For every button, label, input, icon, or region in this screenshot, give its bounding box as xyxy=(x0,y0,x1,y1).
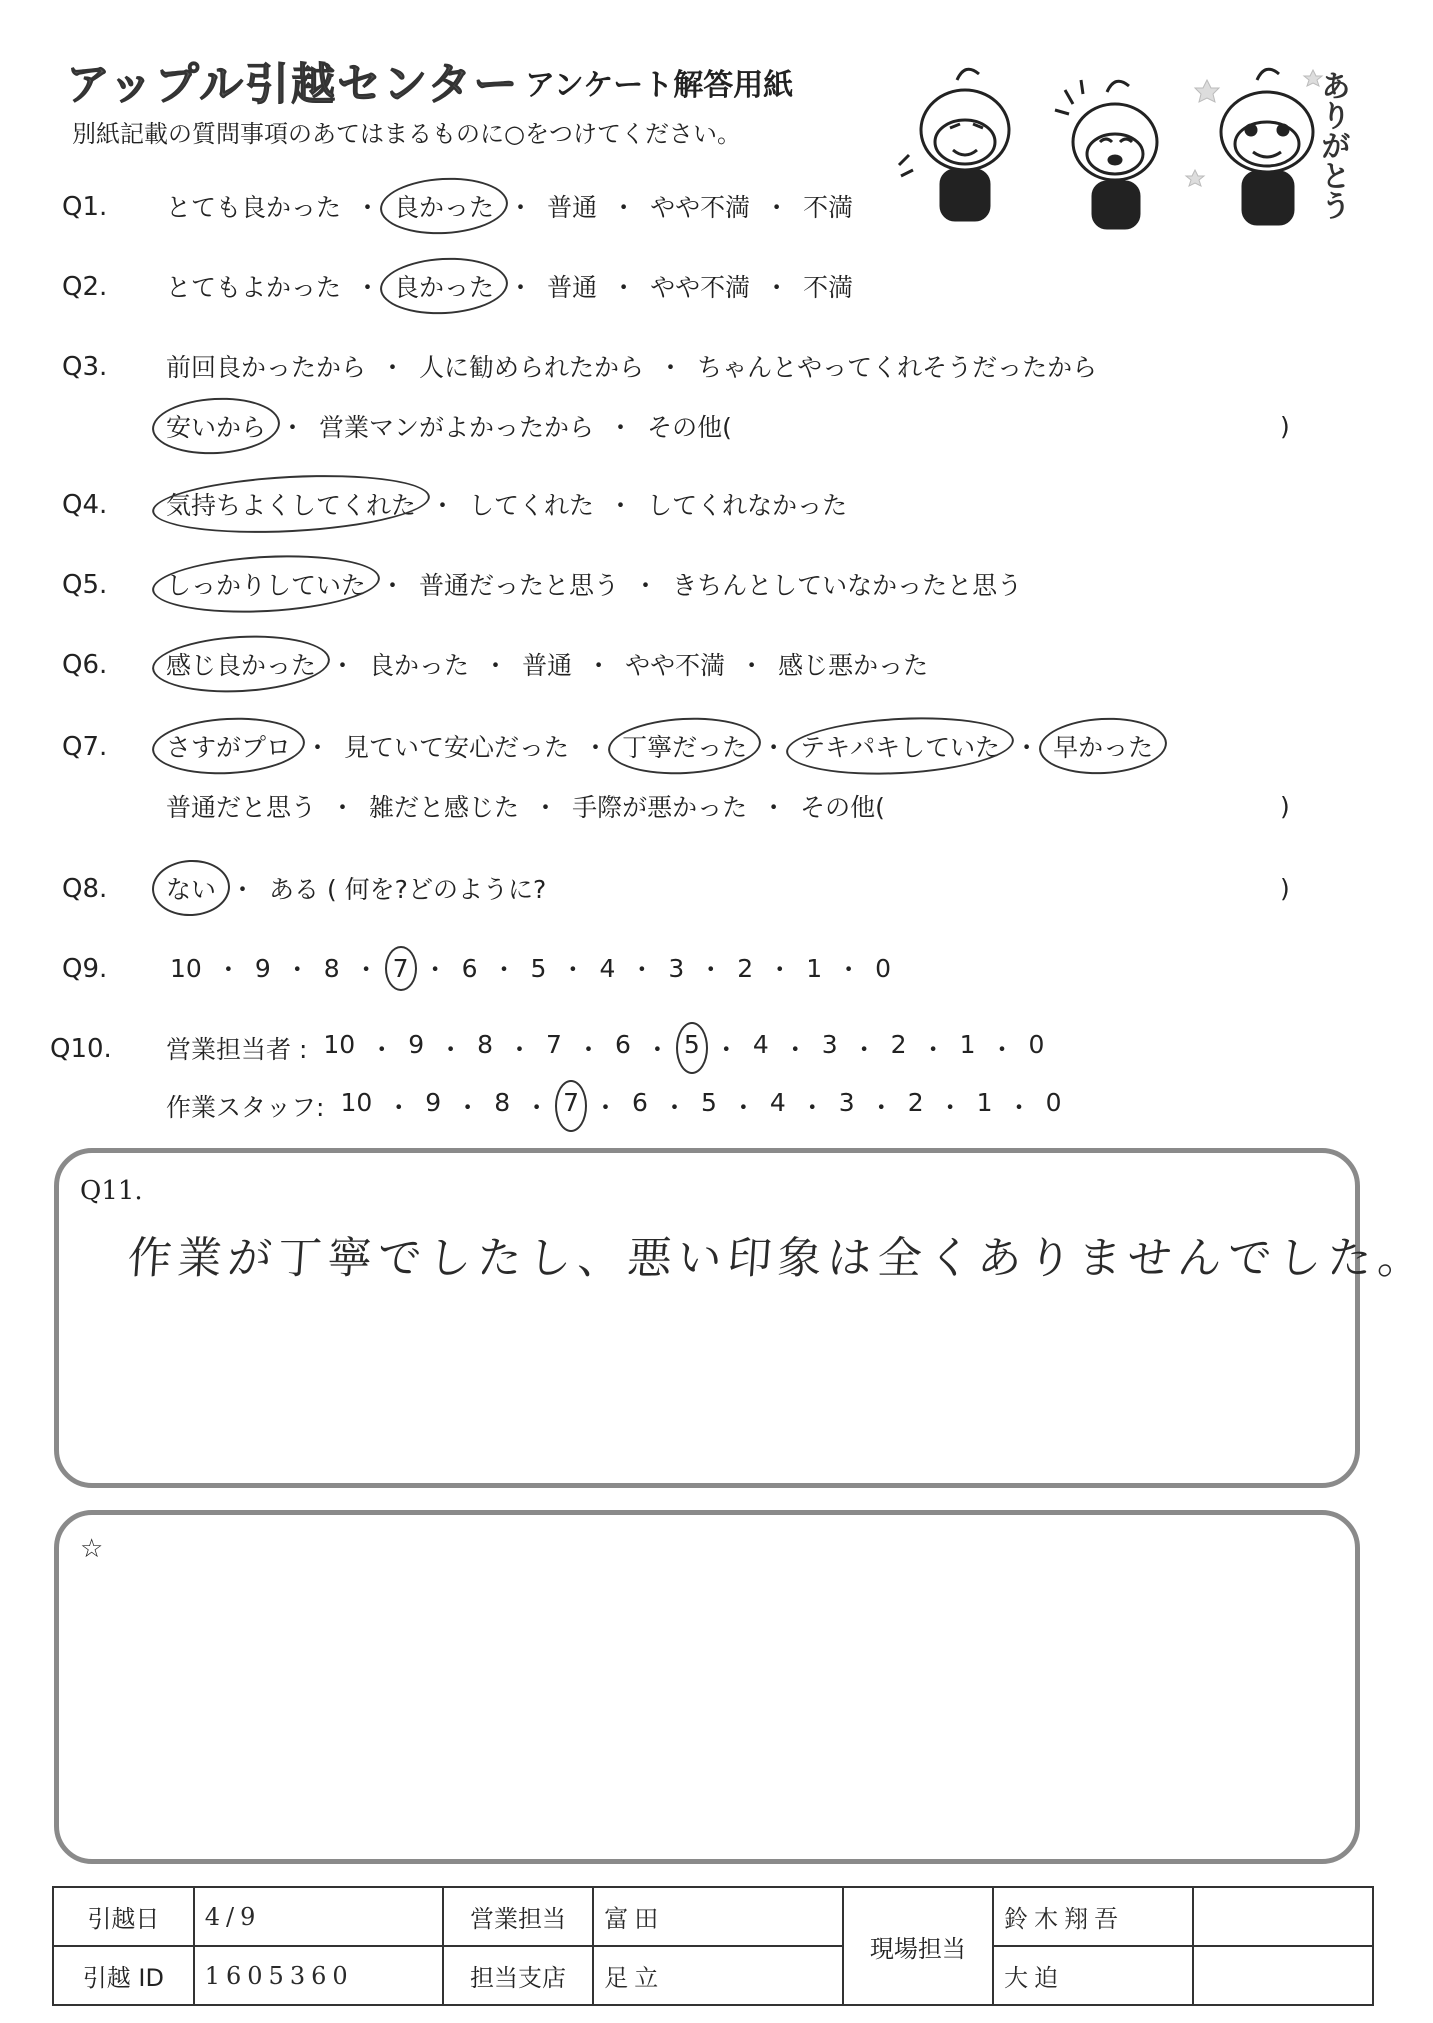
option[interactable]: 見ていて安心だった xyxy=(344,733,570,762)
selected-option[interactable]: テキパキしていた xyxy=(796,728,1004,764)
option[interactable]: 普通 xyxy=(522,651,573,680)
separator: ・ xyxy=(284,955,310,984)
option[interactable]: 感じ悪かった xyxy=(778,651,929,680)
separator: ・ xyxy=(491,955,517,984)
q11-label: Q11. xyxy=(80,1176,143,1206)
separator: ・ xyxy=(508,193,534,222)
q10-staff-row xyxy=(166,1086,1065,1126)
form-title: アンケート解答用紙 xyxy=(525,68,794,103)
separator: ・ xyxy=(353,955,379,984)
separator: ・ xyxy=(305,733,331,762)
score-option[interactable]: 4 xyxy=(599,953,616,983)
separator: ・ xyxy=(644,1035,670,1064)
score-option[interactable]: 4 xyxy=(752,1030,769,1059)
q9-scale xyxy=(166,948,895,988)
q2-options xyxy=(162,266,857,306)
score-option[interactable]: 4 xyxy=(769,1088,786,1117)
q5-options xyxy=(162,564,1026,604)
separator: ・ xyxy=(507,1035,533,1064)
score-option[interactable]: 2 xyxy=(907,1088,924,1117)
q10-sales-label: 営業担当者 : xyxy=(166,1035,308,1064)
separator: ・ xyxy=(438,1035,464,1064)
separator: ・ xyxy=(611,193,637,222)
score-option[interactable]: 5 xyxy=(530,953,547,983)
score-option[interactable]: 0 xyxy=(875,953,892,983)
site-staff-2-value: 大迫 xyxy=(993,1946,1193,2005)
q4-label: Q4. xyxy=(62,490,108,520)
separator: ・ xyxy=(524,1093,550,1122)
q6-options xyxy=(162,644,932,684)
move-date-label: 引越日 xyxy=(53,1887,194,1946)
separator: ・ xyxy=(280,413,306,442)
option[interactable]: 普通 xyxy=(547,273,598,302)
q1-options xyxy=(162,186,857,226)
brand-title: アップル引越センター xyxy=(66,59,520,110)
sales-label: 営業担当 xyxy=(443,1887,594,1946)
option[interactable]: ちゃんとやってくれそうだったから xyxy=(697,353,1098,382)
separator: ・ xyxy=(782,1035,808,1064)
score-option[interactable]: 0 xyxy=(1028,1030,1045,1059)
monkey-mascots-illustration xyxy=(895,60,1355,240)
separator: ・ xyxy=(730,1093,756,1122)
option[interactable]: 営業マンがよかったから xyxy=(319,413,595,442)
separator: ・ xyxy=(1014,733,1040,762)
option[interactable]: 普通だと思う xyxy=(166,793,317,822)
selected-option[interactable]: さすがプロ xyxy=(162,728,295,764)
site-staff-extra-2 xyxy=(1193,1946,1373,2005)
separator: ・ xyxy=(215,955,241,984)
separator: ・ xyxy=(380,353,406,382)
q11-answer: 作業が丁寧でしたし、悪い印象は全くありませんでした。 xyxy=(125,1233,1430,1284)
selected-option[interactable]: 丁寧だった xyxy=(618,728,751,764)
separator: ・ xyxy=(483,651,509,680)
separator: ・ xyxy=(355,273,381,302)
separator: ・ xyxy=(799,1093,825,1122)
separator: ・ xyxy=(330,793,356,822)
score-option[interactable]: 9 xyxy=(408,1030,425,1059)
separator: ・ xyxy=(633,571,659,600)
q1-label: Q1. xyxy=(62,192,108,222)
separator: ・ xyxy=(560,955,586,984)
score-option[interactable]: 8 xyxy=(323,953,340,983)
instruction-text: 別紙記載の質問事項のあてはまるものに○をつけてください。 xyxy=(72,120,741,148)
score-option[interactable]: 9 xyxy=(425,1088,442,1117)
site-staff-extra-1 xyxy=(1193,1887,1373,1946)
option[interactable]: 人に勧められたから xyxy=(419,353,645,382)
comment-box xyxy=(54,1510,1360,1864)
selected-option[interactable]: ない xyxy=(162,870,220,906)
score-option[interactable]: 3 xyxy=(821,1030,838,1059)
q7-options-line-1 xyxy=(162,726,1157,766)
separator: ・ xyxy=(698,955,724,984)
move-id-label: 引越 ID xyxy=(53,1946,194,2005)
selected-score[interactable]: 5 xyxy=(680,1030,704,1066)
move-id-value: 1605360 xyxy=(194,1946,443,2005)
q10-staff-label: 作業スタッフ: xyxy=(166,1093,325,1122)
option[interactable]: 手際が悪かった xyxy=(572,793,748,822)
branch-value: 足立 xyxy=(593,1946,842,2005)
q8-close-paren: ) xyxy=(1280,874,1290,903)
separator: ・ xyxy=(330,651,356,680)
separator: ・ xyxy=(369,1035,395,1064)
q4-options xyxy=(162,484,851,524)
separator: ・ xyxy=(583,733,609,762)
option[interactable]: 良かった xyxy=(369,651,470,680)
option[interactable]: してくれなかった xyxy=(647,491,848,520)
score-option[interactable]: 6 xyxy=(632,1088,648,1117)
option[interactable]: やや不満 xyxy=(625,651,726,680)
separator: ・ xyxy=(355,193,381,222)
option[interactable]: その他( xyxy=(647,413,732,442)
score-option[interactable]: 2 xyxy=(890,1030,907,1059)
selected-score[interactable]: 7 xyxy=(559,1088,583,1124)
selected-option[interactable]: 気持ちよくしてくれた xyxy=(162,486,420,522)
separator: ・ xyxy=(937,1093,963,1122)
option[interactable]: その他( xyxy=(800,793,885,822)
separator: ・ xyxy=(629,955,655,984)
separator: ・ xyxy=(989,1035,1015,1064)
score-option[interactable]: 6 xyxy=(614,1030,631,1059)
score-option[interactable]: 10 xyxy=(170,953,202,983)
separator: ・ xyxy=(608,491,634,520)
score-option[interactable]: 6 xyxy=(461,953,478,983)
separator: ・ xyxy=(608,413,634,442)
q10-sales-row xyxy=(166,1028,1048,1068)
separator: ・ xyxy=(761,733,787,762)
option[interactable]: とても良かった xyxy=(166,193,342,222)
option[interactable]: してくれた xyxy=(469,491,595,520)
q11-answer-box xyxy=(54,1148,1360,1488)
option[interactable]: やや不満 xyxy=(650,273,751,302)
q3-label: Q3. xyxy=(62,352,108,382)
separator: ・ xyxy=(586,651,612,680)
star-label: ☆ xyxy=(80,1534,104,1564)
q5-label: Q5. xyxy=(62,570,108,600)
option[interactable]: ある ( 何を?どのように? xyxy=(269,875,547,904)
separator: ・ xyxy=(386,1093,412,1122)
separator: ・ xyxy=(851,1035,877,1064)
option[interactable]: 前回良かったから xyxy=(166,353,367,382)
sales-person-value: 富田 xyxy=(593,1887,842,1946)
separator: ・ xyxy=(533,793,559,822)
score-option[interactable]: 3 xyxy=(838,1088,855,1117)
site-staff-label: 現場担当 xyxy=(843,1887,994,2005)
option[interactable]: とてもよかった xyxy=(166,273,342,302)
q7-close-paren: ) xyxy=(1280,792,1290,821)
score-option[interactable]: 1 xyxy=(959,1030,976,1059)
score-option[interactable]: 2 xyxy=(737,953,754,983)
separator: ・ xyxy=(764,273,790,302)
separator: ・ xyxy=(380,571,406,600)
option[interactable]: 不満 xyxy=(803,193,854,222)
selected-option[interactable]: 感じ良かった xyxy=(162,646,320,682)
option[interactable]: 雑だと感じた xyxy=(369,793,520,822)
score-option[interactable]: 7 xyxy=(546,1030,562,1059)
score-option[interactable]: 10 xyxy=(323,1030,356,1059)
q2-label: Q2. xyxy=(62,272,108,302)
selected-option[interactable]: 安いから xyxy=(162,408,270,444)
separator: ・ xyxy=(611,273,637,302)
score-option[interactable]: 0 xyxy=(1045,1088,1062,1117)
separator: ・ xyxy=(713,1035,739,1064)
q3-close-paren: ) xyxy=(1280,412,1290,441)
score-option[interactable]: 10 xyxy=(340,1088,373,1117)
move-info-table xyxy=(52,1886,1374,2006)
selected-option[interactable]: 良かった xyxy=(390,268,498,304)
branch-label: 担当支店 xyxy=(443,1946,594,2005)
separator: ・ xyxy=(739,651,765,680)
score-option[interactable]: 8 xyxy=(477,1030,494,1059)
selected-option[interactable]: しっかりしていた xyxy=(162,566,370,602)
separator: ・ xyxy=(1006,1093,1032,1122)
separator: ・ xyxy=(836,955,862,984)
separator: ・ xyxy=(508,273,534,302)
option[interactable]: きちんとしていなかったと思う xyxy=(672,571,1023,600)
separator: ・ xyxy=(764,193,790,222)
q3-options-line-2 xyxy=(162,406,736,446)
option[interactable]: 普通 xyxy=(547,193,598,222)
q6-label: Q6. xyxy=(62,650,108,680)
selected-option[interactable]: 早かった xyxy=(1049,728,1157,764)
score-option[interactable]: 3 xyxy=(668,953,685,983)
separator: ・ xyxy=(455,1093,481,1122)
site-staff-1-value: 鈴木翔吾 xyxy=(993,1887,1193,1946)
separator: ・ xyxy=(658,353,684,382)
option[interactable]: やや不満 xyxy=(650,193,751,222)
selected-score[interactable]: 7 xyxy=(389,954,413,983)
separator: ・ xyxy=(575,1035,601,1064)
separator: ・ xyxy=(422,955,448,984)
move-date-value: 4/9 xyxy=(194,1887,443,1946)
separator: ・ xyxy=(920,1035,946,1064)
score-option[interactable]: 1 xyxy=(806,953,823,983)
separator: ・ xyxy=(761,793,787,822)
score-option[interactable]: 8 xyxy=(494,1088,511,1117)
separator: ・ xyxy=(868,1093,894,1122)
q7-options-line-2 xyxy=(162,786,889,826)
q3-options-line-1 xyxy=(162,346,1101,386)
separator: ・ xyxy=(593,1093,619,1122)
selected-option[interactable]: 良かった xyxy=(390,188,498,224)
separator: ・ xyxy=(767,955,793,984)
option[interactable]: 普通だったと思う xyxy=(419,571,620,600)
q7-label: Q7. xyxy=(62,732,108,762)
separator: ・ xyxy=(230,875,256,904)
q8-options xyxy=(162,868,550,908)
thanks-text: ありがとう xyxy=(1315,70,1350,220)
score-option[interactable]: 1 xyxy=(976,1088,993,1117)
q10-label: Q10. xyxy=(50,1034,112,1064)
score-option[interactable]: 9 xyxy=(254,953,271,983)
option[interactable]: 不満 xyxy=(803,273,854,302)
q9-label: Q9. xyxy=(62,954,108,984)
separator: ・ xyxy=(661,1093,687,1122)
q8-label: Q8. xyxy=(62,874,108,904)
separator: ・ xyxy=(430,491,456,520)
score-option[interactable]: 5 xyxy=(700,1088,717,1117)
